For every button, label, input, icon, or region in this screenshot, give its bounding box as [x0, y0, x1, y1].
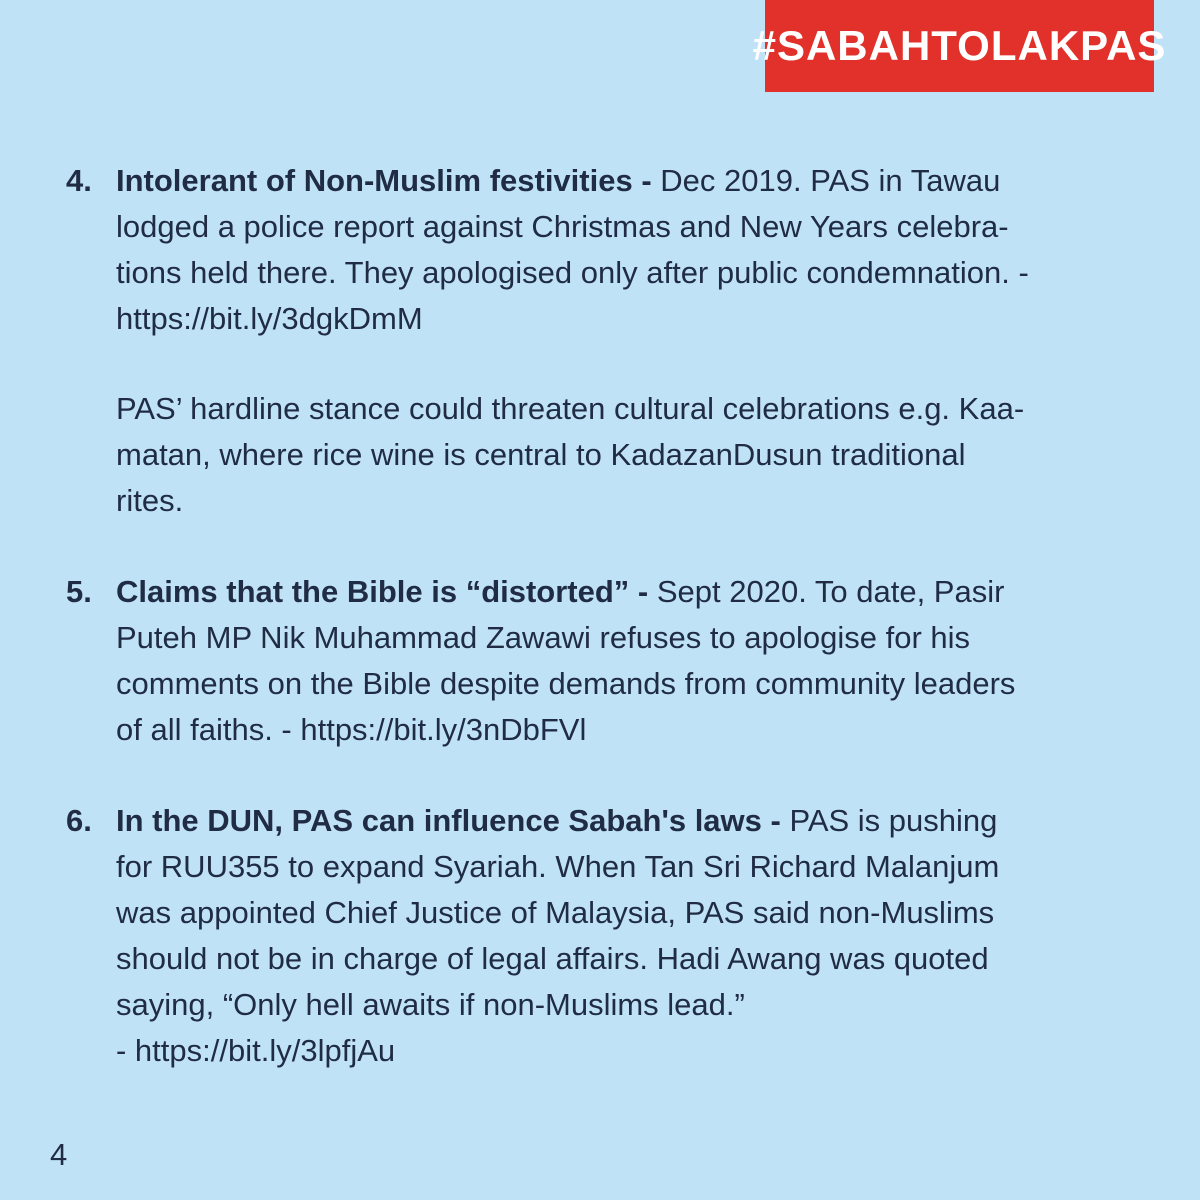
item-first-line: [116, 569, 1106, 615]
item-line: Dec 2019. PAS in Tawau: [651, 163, 1001, 198]
item-heading: In the DUN, PAS can influence Sabah's laws -: [116, 803, 781, 838]
item-body: [116, 569, 1106, 753]
note-line: rites.: [116, 483, 184, 518]
item-line: lodged a police report against Christmas and New Years celebra-: [116, 209, 1009, 244]
note-line: PAS’ hardline stance could threaten cultural celebrations e.g. Kaa-: [116, 391, 1025, 426]
item-number: 4.: [66, 163, 92, 198]
item-line: for RUU355 to expand Syariah. When Tan Sri Richard Malanjum: [116, 849, 1000, 884]
item-number: 6.: [66, 803, 92, 838]
item-line: was appointed Chief Justice of Malaysia, PAS said non-Muslims: [116, 895, 995, 930]
item-body: [116, 158, 1106, 342]
item-link[interactable]: of all faiths. - https://bit.ly/3nDbFVl: [116, 712, 587, 747]
item-body: [116, 798, 1106, 1074]
item-line: should not be in charge of legal affairs. Hadi Awang was quoted: [116, 941, 989, 976]
item-heading: Claims that the Bible is “distorted” -: [116, 574, 649, 609]
note-line: matan, where rice wine is central to KadazanDusun traditional: [116, 437, 966, 472]
item-line: Sept 2020. To date, Pasir: [648, 574, 1005, 609]
item-note: [116, 386, 1106, 524]
item-line: tions held there. They apologised only after public condemnation. -: [116, 255, 1029, 290]
hashtag-text: #SABAHTOLAKPAS: [752, 22, 1167, 69]
item-first-line: [116, 158, 1106, 204]
item-heading: Intolerant of Non-Muslim festivities -: [116, 163, 652, 198]
item-line: PAS is pushing: [780, 803, 998, 838]
item-line: comments on the Bible despite demands from community leaders: [116, 666, 1016, 701]
item-first-line: [116, 798, 1106, 844]
item-number: 5.: [66, 574, 92, 609]
page-number: 4: [50, 1137, 68, 1172]
hashtag-banner: [752, 0, 1167, 92]
item-link[interactable]: https://bit.ly/3dgkDmM: [116, 301, 423, 336]
item-line: saying, “Only hell awaits if non-Muslims lead.”: [116, 987, 745, 1022]
item-line: Puteh MP Nik Muhammad Zawawi refuses to apologise for his: [116, 620, 971, 655]
item-link[interactable]: - https://bit.ly/3lpfjAu: [116, 1033, 396, 1068]
